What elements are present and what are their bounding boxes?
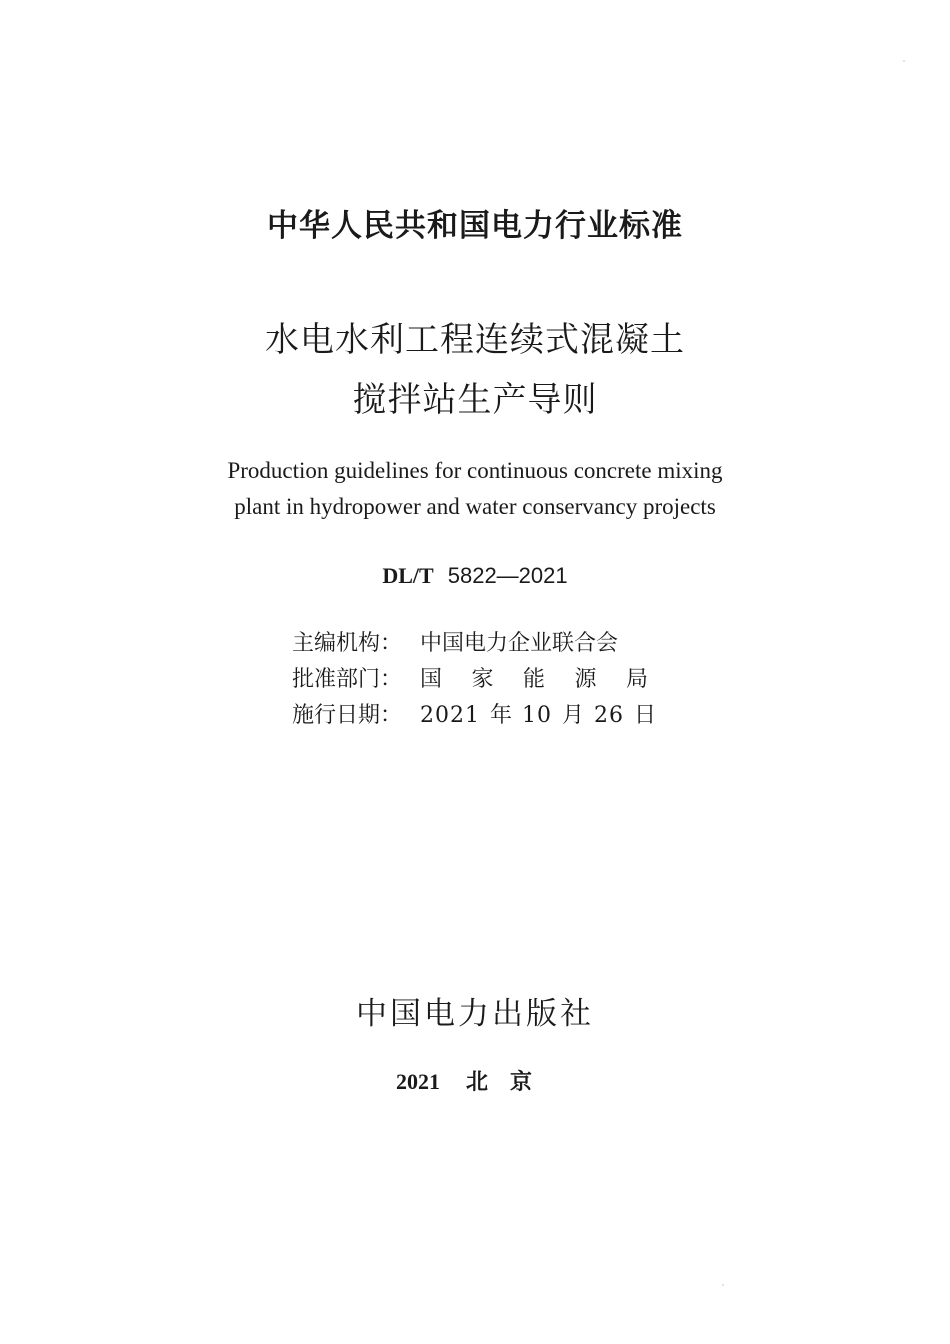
publication-year: 2021	[395, 1069, 440, 1094]
effective-month: 10	[522, 703, 553, 728]
publication-city: 北京	[465, 1069, 554, 1095]
chinese-title-line-2: 搅拌站生产导则	[352, 380, 598, 420]
publisher-name: 中国电力出版社	[356, 996, 594, 1032]
effective-day-unit: 日	[634, 703, 657, 728]
editor-label: 主编机构：	[292, 631, 403, 656]
standard-code	[0, 560, 950, 593]
english-title-line-1: Production guidelines for continuous concrete mixing	[227, 458, 723, 483]
scan-speck	[903, 60, 905, 62]
approver-row	[292, 664, 672, 696]
chinese-title-line-1: 水电水利工程连续式混凝土	[265, 320, 685, 360]
effective-month-unit: 月	[562, 703, 585, 728]
english-title-line-2: plant in hydropower and water conservancy projects	[234, 494, 716, 519]
approver-label: 批准部门：	[292, 667, 403, 692]
scan-speck	[722, 1284, 724, 1286]
effective-day: 26	[594, 703, 625, 728]
editor-row	[292, 628, 672, 660]
effective-date-row	[292, 700, 672, 732]
standard-code-prefix: DL/T	[382, 563, 434, 588]
publication-line	[0, 1066, 950, 1099]
effective-year-unit: 年	[490, 703, 513, 728]
approver-value: 国家能源局	[420, 667, 648, 692]
standard-code-number: 5822—2021	[447, 563, 568, 588]
editor-value: 中国电力企业联合会	[420, 631, 619, 656]
effective-year: 2021	[420, 703, 480, 728]
standard-type-heading: 中华人民共和国电力行业标准	[267, 208, 683, 244]
effective-date-label: 施行日期：	[292, 703, 403, 728]
